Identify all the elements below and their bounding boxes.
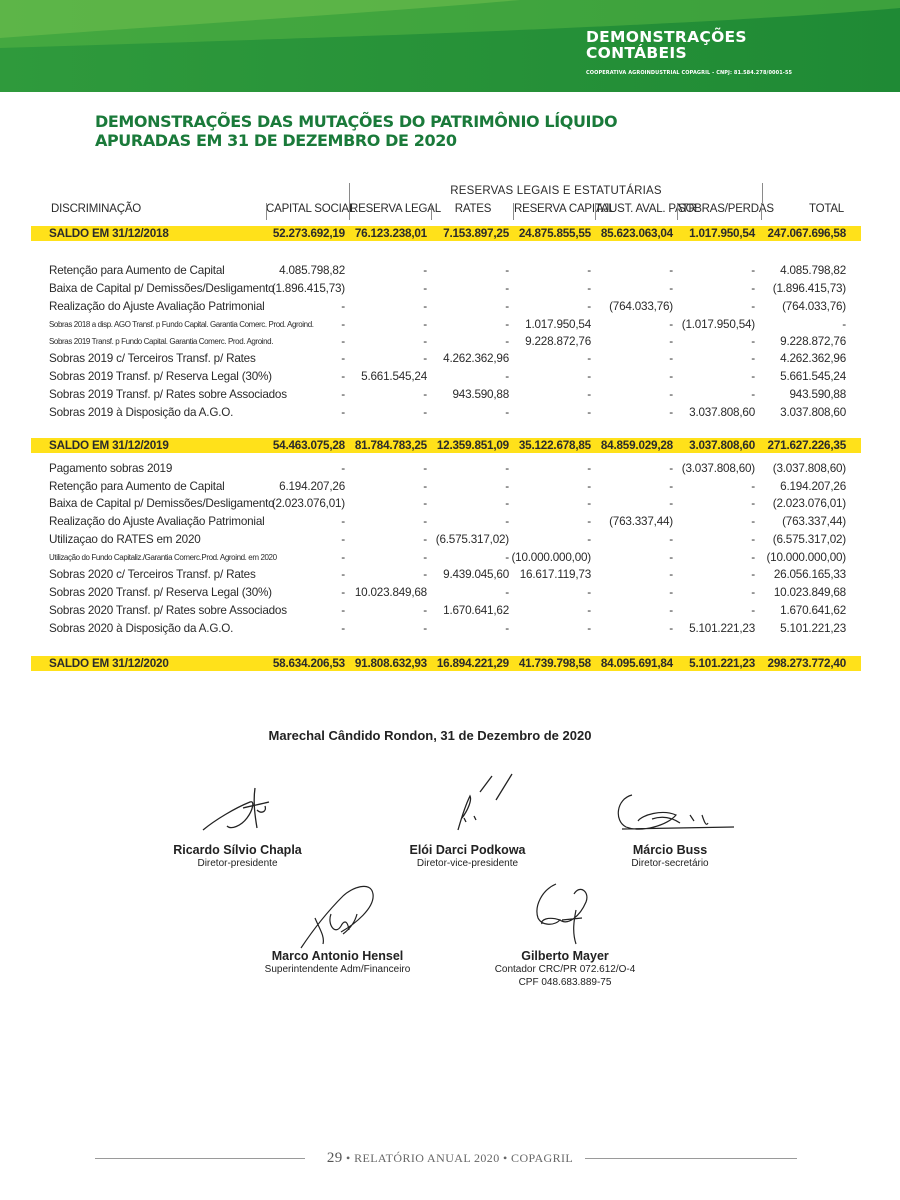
row-label: Sobras 2019 c/ Terceiros Transf. p/ Rates: [49, 352, 256, 365]
cell-reserva-legal: 91.808.632,93: [354, 657, 427, 670]
cell-reserva-legal: -: [423, 352, 427, 365]
table-row: [31, 602, 861, 620]
cell-reserva-legal: -: [423, 318, 427, 331]
cell-sobras-perdas: 3.037.808,60: [689, 406, 755, 419]
cell-capital-social: -: [341, 622, 345, 635]
cell-total: 1.670.641,62: [780, 604, 846, 617]
cell-reserva-legal: -: [423, 480, 427, 493]
document-title-line-1: DEMONSTRAÇÕES DAS MUTAÇÕES DO PATRIMÔNIO LÍQUIDO: [95, 112, 618, 131]
column-separator: [513, 203, 514, 220]
table-row: [31, 513, 861, 531]
cell-reserva-capital: -: [587, 352, 591, 365]
cell-total: 298.273.772,40: [767, 657, 846, 670]
cell-sobras-perdas: -: [751, 370, 755, 383]
cell-rates: -: [505, 370, 509, 383]
cell-ajust-aval-patr: -: [669, 406, 673, 419]
signature-scribble-2: [440, 770, 520, 840]
group-header-label: RESERVAS LEGAIS E ESTATUTÁRIAS: [450, 185, 662, 197]
cell-ajust-aval-patr: -: [669, 352, 673, 365]
cell-reserva-capital: -: [587, 604, 591, 617]
column-separator: [431, 203, 432, 220]
cell-total: 3.037.808,60: [780, 406, 846, 419]
cell-reserva-capital: -: [587, 462, 591, 475]
cell-capital-social: -: [341, 388, 345, 401]
cell-reserva-legal: -: [423, 388, 427, 401]
cell-reserva-capital: -: [587, 586, 591, 599]
cell-reserva-capital: -: [587, 370, 591, 383]
cell-capital-social: 58.634.206,53: [272, 657, 345, 670]
signatory-4: [250, 949, 425, 976]
table-row: [31, 298, 861, 316]
cell-reserva-capital: -: [587, 282, 591, 295]
column-header-reserva-legal: RESERVA LEGAL: [350, 203, 441, 215]
column-header-discrimination: DISCRIMINAÇÃO: [51, 203, 142, 215]
column-header-ajust-aval-patr: AJUST. AVAL. PATR.: [596, 203, 700, 215]
signatory-role: Diretor-presidente: [197, 858, 278, 869]
cell-rates: 1.670.641,62: [443, 604, 509, 617]
column-separator: [266, 203, 267, 220]
cell-sobras-perdas: -: [751, 352, 755, 365]
column-header-reserva-capital: RESERVA CAPITAL: [514, 203, 615, 215]
cell-sobras-perdas: -: [751, 282, 755, 295]
row-label: Sobras 2019 à Disposição da A.G.O.: [49, 406, 234, 419]
cell-sobras-perdas: -: [751, 515, 755, 528]
cell-capital-social: -: [341, 352, 345, 365]
cell-total: -: [842, 318, 846, 331]
cell-reserva-capital: 41.739.798,58: [518, 657, 591, 670]
cell-reserva-capital: 24.875.855,55: [518, 227, 591, 240]
table-row: [31, 531, 861, 549]
cell-sobras-perdas: -: [751, 335, 755, 348]
cell-sobras-perdas: -: [751, 568, 755, 581]
footer-bullet: •: [346, 1151, 351, 1165]
row-label: Baixa de Capital p/ Demissões/Desligamento: [49, 497, 275, 510]
cell-reserva-legal: -: [423, 282, 427, 295]
cell-sobras-perdas: -: [751, 480, 755, 493]
row-label: Retenção para Aumento de Capital: [49, 264, 225, 277]
group-header: [349, 183, 763, 203]
cell-sobras-perdas: -: [751, 586, 755, 599]
column-separator: [349, 203, 350, 220]
table-row: [31, 262, 861, 280]
cell-reserva-capital: -: [587, 264, 591, 277]
signatory-1: [155, 843, 320, 870]
cell-sobras-perdas: -: [751, 551, 755, 564]
cell-reserva-capital: -: [587, 480, 591, 493]
cell-reserva-capital: (10.000.000,00): [511, 551, 591, 564]
cell-sobras-perdas: -: [751, 497, 755, 510]
cell-total: 5.661.545,24: [780, 370, 846, 383]
cell-rates: -: [505, 586, 509, 599]
table-row: [31, 566, 861, 584]
cell-reserva-legal: -: [423, 406, 427, 419]
cell-capital-social: -: [341, 462, 345, 475]
cell-ajust-aval-patr: -: [669, 622, 673, 635]
cell-reserva-legal: -: [423, 497, 427, 510]
row-label: Pagamento sobras 2019: [49, 462, 173, 475]
cell-ajust-aval-patr: -: [669, 497, 673, 510]
table-row: [31, 333, 861, 351]
cell-reserva-legal: -: [423, 300, 427, 313]
row-label: Retenção para Aumento de Capital: [49, 480, 225, 493]
header-background: [0, 0, 900, 92]
cell-ajust-aval-patr: -: [669, 388, 673, 401]
cell-total: 10.023.849,68: [773, 586, 846, 599]
cell-reserva-legal: 76.123.238,01: [354, 227, 427, 240]
signatory-role: Diretor-vice-presidente: [416, 858, 519, 869]
cell-ajust-aval-patr: 84.095.691,84: [600, 657, 673, 670]
cell-rates: -: [505, 335, 509, 348]
cell-rates: -: [505, 462, 509, 475]
cell-capital-social: -: [341, 533, 345, 546]
cell-reserva-capital: 16.617.119,73: [519, 568, 591, 581]
row-label: Sobras 2020 c/ Terceiros Transf. p/ Rates: [49, 568, 256, 581]
cell-ajust-aval-patr: -: [669, 604, 673, 617]
footer-report-title: RELATÓRIO ANUAL 2020: [354, 1151, 500, 1165]
row-label: SALDO EM 31/12/2018: [49, 227, 169, 240]
cell-capital-social: 4.085.798,82: [279, 264, 345, 277]
cell-capital-social: -: [341, 515, 345, 528]
cell-sobras-perdas: -: [751, 264, 755, 277]
cell-capital-social: (1.896.415,73): [271, 282, 345, 295]
cell-reserva-capital: 35.122.678,85: [518, 439, 591, 452]
cell-capital-social: -: [341, 300, 345, 313]
cell-rates: -: [505, 264, 509, 277]
cell-total: 4.262.362,96: [780, 352, 846, 365]
column-separator: [677, 203, 678, 220]
cell-reserva-capital: -: [587, 406, 591, 419]
cell-ajust-aval-patr: 85.623.063,04: [600, 227, 673, 240]
table-row: [31, 350, 861, 368]
column-separator: [595, 203, 596, 220]
cell-sobras-perdas: (3.037.808,60): [681, 462, 755, 475]
row-label: Sobras 2020 à Disposição da A.G.O.: [49, 622, 234, 635]
table-row: [31, 280, 861, 298]
cell-ajust-aval-patr: -: [669, 264, 673, 277]
cell-capital-social: -: [341, 568, 345, 581]
cell-sobras-perdas: 3.037.808,60: [689, 439, 755, 452]
cell-reserva-legal: -: [423, 335, 427, 348]
cell-total: 943.590,88: [789, 388, 846, 401]
cell-reserva-legal: 10.023.849,68: [354, 586, 427, 599]
row-label: Utilização do Fundo Capitaliz./Garantia Comerc.Prod. Agroind. em 2020: [49, 553, 277, 562]
footer-company: COPAGRIL: [511, 1151, 574, 1165]
cell-ajust-aval-patr: -: [669, 533, 673, 546]
cell-capital-social: -: [341, 586, 345, 599]
cell-sobras-perdas: -: [751, 388, 755, 401]
signatory-role: Contador CRC/PR 072.612/O-4: [494, 964, 636, 975]
cell-rates: 9.439.045,60: [443, 568, 509, 581]
cell-capital-social: -: [341, 406, 345, 419]
row-label: Realização do Ajuste Avaliação Patrimonial: [49, 300, 265, 313]
cell-sobras-perdas: -: [751, 533, 755, 546]
cell-ajust-aval-patr: -: [669, 335, 673, 348]
cell-total: (763.337,44): [782, 515, 846, 528]
cell-reserva-legal: -: [423, 264, 427, 277]
cell-capital-social: (2.023.076,01): [271, 497, 345, 510]
section-title-line-2: CONTÁBEIS: [586, 44, 687, 62]
row-label: Utilizaçao do RATES em 2020: [49, 533, 201, 546]
cell-rates: 16.894.221,29: [436, 657, 509, 670]
row-label: Sobras 2020 Transf. p/ Reserva Legal (30%): [49, 586, 272, 599]
signatory-name: Elói Darci Podkowa: [409, 843, 526, 857]
cell-total: (10.000.000,00): [766, 551, 846, 564]
section-title-line-1: DEMONSTRAÇÕES: [586, 28, 747, 46]
table-row: [31, 404, 861, 422]
cell-total: 6.194.207,26: [780, 480, 846, 493]
table-row: [31, 620, 861, 638]
cell-capital-social: 52.273.692,19: [272, 227, 345, 240]
cell-total: (764.033,76): [782, 300, 846, 313]
cell-ajust-aval-patr: 84.859.029,28: [600, 439, 673, 452]
cell-reserva-capital: -: [587, 622, 591, 635]
row-label: Sobras 2019 Transf. p/ Reserva Legal (30%): [49, 370, 272, 383]
cell-reserva-legal: -: [423, 551, 427, 564]
cell-reserva-capital: -: [587, 497, 591, 510]
signatory-role: Diretor-secretário: [631, 858, 709, 869]
cell-ajust-aval-patr: -: [669, 568, 673, 581]
signatory-5: [480, 949, 650, 989]
cell-capital-social: -: [341, 604, 345, 617]
signature-scribble-5: [528, 880, 598, 950]
column-separator: [761, 203, 762, 220]
page-number: 29: [326, 1150, 343, 1166]
document-title-line-2: APURADAS EM 31 DE DEZEMBRO DE 2020: [95, 131, 457, 150]
cell-reserva-legal: -: [423, 515, 427, 528]
cell-rates: (6.575.317,02): [435, 533, 509, 546]
cell-sobras-perdas: 5.101.221,23: [689, 657, 755, 670]
cell-ajust-aval-patr: -: [669, 551, 673, 564]
cell-sobras-perdas: -: [751, 300, 755, 313]
cell-rates: -: [505, 480, 509, 493]
footer: [0, 1150, 900, 1167]
signatory-name: Marco Antonio Hensel: [271, 949, 404, 963]
table-row: [31, 549, 861, 567]
row-label: Sobras 2020 Transf. p/ Rates sobre Associados: [49, 604, 287, 617]
cell-total: (1.896.415,73): [772, 282, 846, 295]
cell-reserva-capital: -: [587, 533, 591, 546]
cell-total: 247.067.696,58: [767, 227, 846, 240]
cell-rates: -: [505, 622, 509, 635]
cell-capital-social: -: [341, 335, 345, 348]
company-line: COOPERATIVA AGROINDUSTRIAL COPAGRIL - CNPJ: 81.584.278/0001-55: [586, 70, 793, 76]
cell-reserva-legal: -: [423, 462, 427, 475]
cell-rates: -: [505, 497, 509, 510]
cell-total: 271.627.226,35: [767, 439, 846, 452]
document-title: [95, 112, 617, 150]
cell-ajust-aval-patr: -: [669, 282, 673, 295]
table-row: [31, 478, 861, 496]
cell-reserva-legal: -: [423, 622, 427, 635]
cell-capital-social: -: [341, 318, 345, 331]
cell-rates: 12.359.851,09: [436, 439, 509, 452]
cell-rates: -: [505, 318, 509, 331]
row-label: Realização do Ajuste Avaliação Patrimonial: [49, 515, 265, 528]
cell-sobras-perdas: 5.101.221,23: [689, 622, 755, 635]
balance-row: [31, 656, 861, 671]
cell-ajust-aval-patr: -: [669, 370, 673, 383]
signatory-2: [385, 843, 550, 870]
place-date: Marechal Cândido Rondon, 31 de Dezembro de 2020: [268, 728, 592, 743]
balance-row: [31, 438, 861, 453]
table-row: [31, 386, 861, 404]
cell-ajust-aval-patr: -: [669, 586, 673, 599]
signature-scribble-4: [285, 878, 385, 953]
column-header-sobras-perdas: SOBRAS/PERDAS: [678, 203, 774, 215]
cell-ajust-aval-patr: (763.337,44): [609, 515, 673, 528]
cell-sobras-perdas: (1.017.950,54): [681, 318, 755, 331]
balance-row: [31, 226, 861, 241]
row-label: Sobras 2018 a disp. AGO Transf. p Fundo Capital. Garantia Comerc. Prod. Agroind.: [49, 320, 314, 329]
cell-total: (3.037.808,60): [772, 462, 846, 475]
cell-capital-social: 54.463.075,28: [272, 439, 345, 452]
cell-capital-social: -: [341, 551, 345, 564]
cell-reserva-legal: 5.661.545,24: [361, 370, 427, 383]
row-label: Sobras 2019 Transf. p Fundo Capital. Garantia Comerc. Prod. Agroind.: [49, 337, 274, 346]
row-label: SALDO EM 31/12/2019: [49, 439, 169, 452]
cell-reserva-capital: 1.017.950,54: [525, 318, 591, 331]
cell-rates: 4.262.362,96: [443, 352, 509, 365]
section-title: [586, 29, 747, 61]
column-header-capital-social: CAPITAL SOCIAL: [266, 203, 356, 215]
cell-sobras-perdas: 1.017.950,54: [689, 227, 755, 240]
cell-reserva-capital: 9.228.872,76: [525, 335, 591, 348]
column-header-total: TOTAL: [809, 203, 844, 215]
cell-ajust-aval-patr: -: [669, 318, 673, 331]
row-label: Baixa de Capital p/ Demissões/Desligamento: [49, 282, 275, 295]
table-row: [31, 584, 861, 602]
cell-reserva-legal: -: [423, 568, 427, 581]
table-row: [31, 368, 861, 386]
cell-rates: -: [505, 300, 509, 313]
cell-reserva-legal: -: [423, 604, 427, 617]
cell-ajust-aval-patr: -: [669, 480, 673, 493]
column-header-rates: RATES: [454, 203, 492, 215]
signature-scribble-3: [612, 785, 742, 840]
cell-rates: 943.590,88: [452, 388, 509, 401]
signatory-role: Superintendente Adm/Financeiro: [264, 964, 411, 975]
row-label: SALDO EM 31/12/2020: [49, 657, 169, 670]
cell-total: 26.056.165,33: [773, 568, 846, 581]
signatory-name: Márcio Buss: [632, 843, 708, 857]
header-banner: [0, 0, 900, 92]
cell-capital-social: 6.194.207,26: [279, 480, 345, 493]
cell-sobras-perdas: -: [751, 604, 755, 617]
cell-reserva-legal: 81.784.783,25: [354, 439, 427, 452]
signature-scribble-1: [195, 780, 285, 842]
signatory-name: Ricardo Sílvio Chapla: [173, 843, 302, 857]
cell-rates: -: [505, 282, 509, 295]
cell-rates: 7.153.897,25: [443, 227, 509, 240]
cell-total: (6.575.317,02): [772, 533, 846, 546]
cell-ajust-aval-patr: (764.033,76): [609, 300, 673, 313]
cell-reserva-capital: -: [587, 515, 591, 528]
cell-rates: -: [505, 551, 509, 564]
table-row: [31, 316, 861, 334]
cell-reserva-legal: -: [423, 533, 427, 546]
cell-total: 4.085.798,82: [780, 264, 846, 277]
cell-reserva-capital: -: [587, 300, 591, 313]
cell-capital-social: -: [341, 370, 345, 383]
row-label: Sobras 2019 Transf. p/ Rates sobre Associados: [49, 388, 287, 401]
cell-rates: -: [505, 406, 509, 419]
table-row: [31, 495, 861, 513]
signatory-name: Gilberto Mayer: [521, 949, 609, 963]
table-row: [31, 460, 861, 478]
cell-total: 9.228.872,76: [780, 335, 846, 348]
cell-total: (2.023.076,01): [772, 497, 846, 510]
signatory-3: [590, 843, 750, 870]
cell-total: 5.101.221,23: [780, 622, 846, 635]
cell-ajust-aval-patr: -: [669, 462, 673, 475]
signatory-role-2: CPF 048.683.889-75: [518, 977, 612, 988]
cell-rates: -: [505, 515, 509, 528]
cell-reserva-capital: -: [587, 388, 591, 401]
footer-bullet: •: [503, 1151, 508, 1165]
